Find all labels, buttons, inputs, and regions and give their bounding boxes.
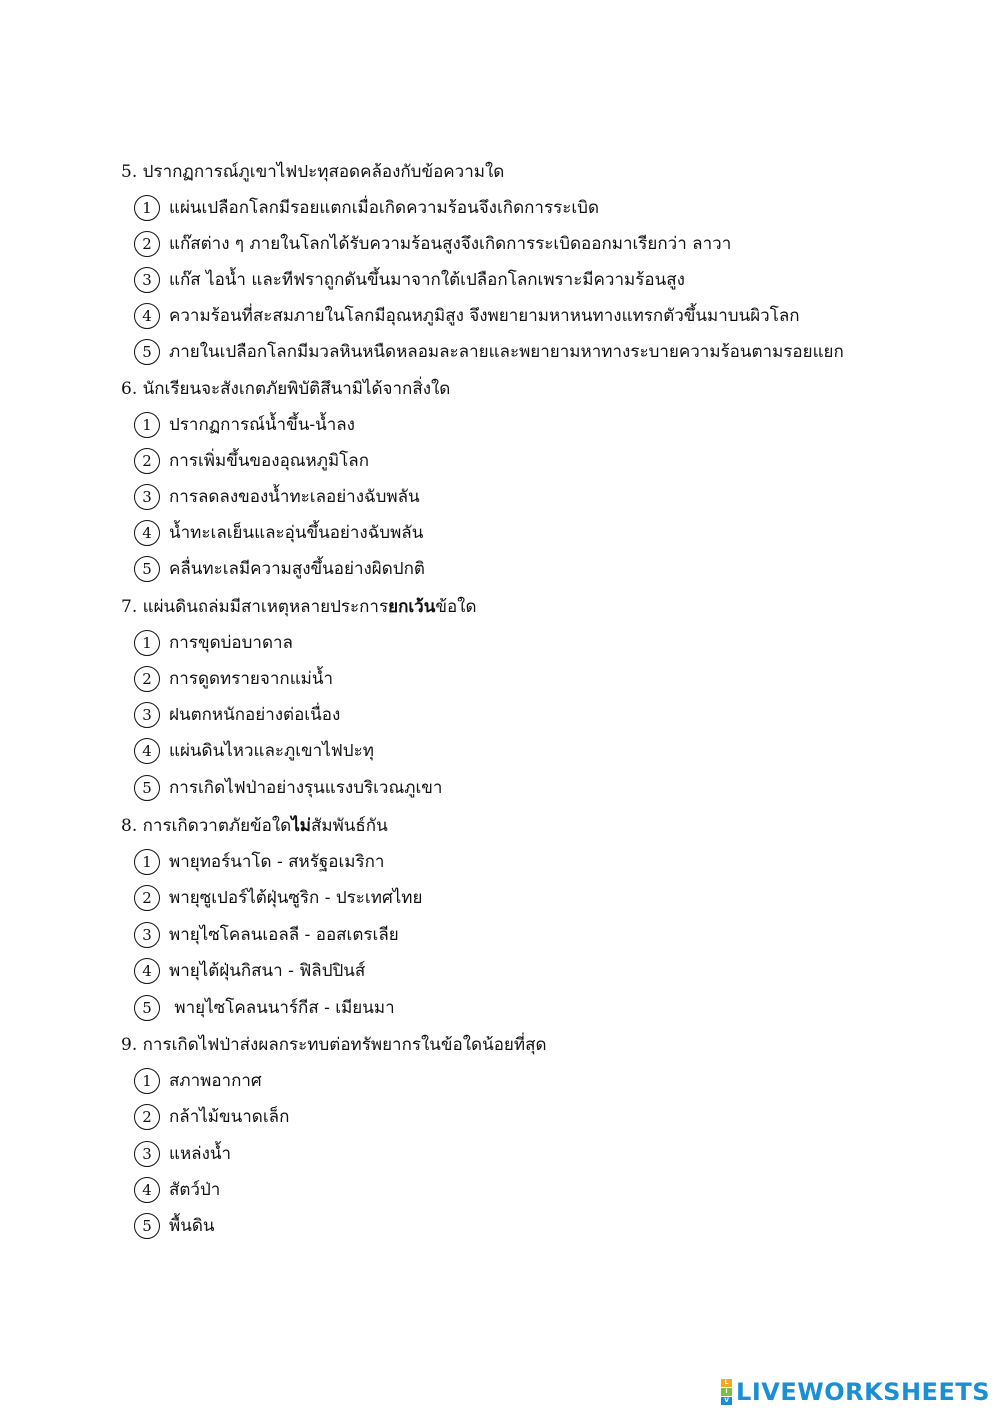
answer-circle[interactable]: 4	[134, 520, 160, 546]
choice-text: พายุทอร์นาโด - สหรัฐอเมริกา	[169, 852, 385, 872]
q6-choice-2[interactable]	[134, 446, 369, 476]
answer-circle[interactable]: 2	[134, 1104, 160, 1130]
answer-circle[interactable]: 5	[134, 995, 160, 1021]
answer-circle[interactable]: 5	[134, 775, 160, 801]
choice-text: การเพิ่มขึ้นของอุณหภูมิโลก	[169, 451, 370, 471]
choice-text: คลื่นทะเลมีความสูงขึ้นอย่างผิดปกติ	[169, 559, 425, 579]
q5-choice-2[interactable]	[134, 229, 731, 259]
answer-circle[interactable]: 1	[134, 630, 160, 656]
q9-choice-1[interactable]	[134, 1066, 262, 1096]
q8-choice-5[interactable]	[134, 993, 395, 1023]
choice-text: พายุไต้ฝุ่นกิสนา - ฟิลิปปินส์	[169, 961, 366, 981]
q5-choice-1[interactable]	[134, 193, 599, 223]
q8-choice-3[interactable]	[134, 920, 399, 950]
answer-circle[interactable]: 4	[134, 303, 160, 329]
choice-text: แหล่งน้ำ	[169, 1144, 232, 1164]
q7-choice-3[interactable]	[134, 700, 340, 730]
answer-circle[interactable]: 1	[134, 195, 160, 221]
answer-circle[interactable]: 3	[134, 922, 160, 948]
answer-circle[interactable]: 3	[134, 267, 160, 293]
answer-circle[interactable]: 2	[134, 666, 160, 692]
answer-circle[interactable]: 3	[134, 1141, 160, 1167]
answer-circle[interactable]: 2	[134, 231, 160, 257]
q5-choice-3[interactable]	[134, 265, 685, 295]
question-8-title: 8. การเกิดวาตภัยข้อใดไม่สัมพันธ์กัน	[121, 816, 388, 836]
choice-text: สัตว์ป่า	[169, 1180, 221, 1200]
choice-text: สภาพอากาศ	[169, 1071, 262, 1091]
choice-text: แก๊สต่าง ๆ ภายในโลกได้รับความร้อนสูงจึงเกิดการระเบิดออกมาเรียกว่า ลาวา	[169, 234, 732, 254]
choice-text: ภายในเปลือกโลกมีมวลหินหนืดหลอมละลายและพยายามหาทางระบายความร้อนตามรอยแยก	[169, 342, 844, 362]
logo-mark-icon	[721, 1379, 732, 1406]
q8-choice-2[interactable]	[134, 883, 422, 913]
q6-choice-1[interactable]	[134, 410, 355, 440]
answer-circle[interactable]: 4	[134, 958, 160, 984]
choice-text: การลดลงของน้ำทะเลอย่างฉับพลัน	[169, 487, 420, 507]
logo-text: LIVEWORKSHEETS	[736, 1378, 990, 1406]
q5-choice-5[interactable]	[134, 337, 844, 367]
answer-circle[interactable]: 2	[134, 885, 160, 911]
choice-text: ความร้อนที่สะสมภายในโลกมีอุณหภูมิสูง จึงพยายามหาหนทางแทรกตัวขึ้นมาบนผิวโลก	[169, 306, 800, 326]
choice-text: พายุไซโคลนนาร์กีส - เมียนมา	[169, 998, 395, 1018]
q6-choice-4[interactable]	[134, 518, 423, 548]
question-6-title: 6. นักเรียนจะสังเกตภัยพิบัติสึนามิได้จากสิ่งใด	[121, 379, 451, 399]
answer-circle[interactable]: 4	[134, 1177, 160, 1203]
choice-text: พื้นดิน	[169, 1216, 215, 1236]
q6-choice-3[interactable]	[134, 482, 420, 512]
logo-mark-letter: V	[721, 1397, 732, 1405]
q7-choice-4[interactable]	[134, 736, 374, 766]
q9-choice-4[interactable]	[134, 1175, 220, 1205]
choice-text: การขุดบ่อบาดาล	[169, 633, 293, 653]
q8-choice-4[interactable]	[134, 956, 365, 986]
liveworksheets-logo	[721, 1377, 990, 1407]
answer-circle[interactable]: 4	[134, 738, 160, 764]
choice-text: การดูดทรายจากแม่น้ำ	[169, 669, 334, 689]
q7-choice-5[interactable]	[134, 773, 442, 803]
answer-circle[interactable]: 3	[134, 702, 160, 728]
q6-choice-5[interactable]	[134, 554, 425, 584]
question-5-title: 5. ปรากฏการณ์ภูเขาไฟปะทุสอดคล้องกับข้อความใด	[121, 162, 505, 182]
choice-text: พายุซูเปอร์ไต้ฝุ่นซูริก - ประเทศไทย	[169, 888, 423, 908]
choice-text: ปรากฏการณ์น้ำขึ้น-น้ำลง	[169, 415, 355, 435]
choice-text: การเกิดไฟป่าอย่างรุนแรงบริเวณภูเขา	[169, 778, 443, 798]
answer-circle[interactable]: 1	[134, 412, 160, 438]
choice-text: กล้าไม้ขนาดเล็ก	[169, 1107, 290, 1127]
choice-text: ฝนตกหนักอย่างต่อเนื่อง	[169, 705, 341, 725]
q7-choice-2[interactable]	[134, 664, 333, 694]
q9-choice-5[interactable]	[134, 1211, 215, 1241]
answer-circle[interactable]: 5	[134, 1213, 160, 1239]
q9-choice-3[interactable]	[134, 1139, 231, 1169]
q8-choice-1[interactable]	[134, 847, 384, 877]
answer-circle[interactable]: 5	[134, 339, 160, 365]
choice-text: แผ่นดินไหวและภูเขาไฟปะทุ	[169, 741, 374, 761]
choice-text: แก๊ส ไอน้ำ และทีฟราถูกดันขึ้นมาจากใต้เปลือกโลกเพราะมีความร้อนสูง	[169, 270, 685, 290]
q7-choice-1[interactable]	[134, 628, 293, 658]
q9-choice-2[interactable]	[134, 1102, 289, 1132]
logo-mark-letter: L	[721, 1379, 732, 1387]
choice-text: แผ่นเปลือกโลกมีรอยแตกเมื่อเกิดความร้อนจึงเกิดการระเบิด	[169, 198, 599, 218]
answer-circle[interactable]: 2	[134, 448, 160, 474]
answer-circle[interactable]: 3	[134, 484, 160, 510]
logo-mark-letter: I	[721, 1388, 732, 1396]
q5-choice-4[interactable]	[134, 301, 800, 331]
choice-text: พายุไซโคลนเอลลี - ออสเตรเลีย	[169, 925, 399, 945]
question-7-title: 7. แผ่นดินถล่มมีสาเหตุหลายประการยกเว้นข้อใด	[121, 597, 477, 617]
answer-circle[interactable]: 1	[134, 849, 160, 875]
choice-text: น้ำทะเลเย็นและอุ่นขึ้นอย่างฉับพลัน	[169, 523, 424, 543]
answer-circle[interactable]: 5	[134, 556, 160, 582]
question-9-title: 9. การเกิดไฟป่าส่งผลกระทบต่อทรัพยากรในข้อใดน้อยที่สุด	[121, 1035, 547, 1055]
answer-circle[interactable]: 1	[134, 1068, 160, 1094]
